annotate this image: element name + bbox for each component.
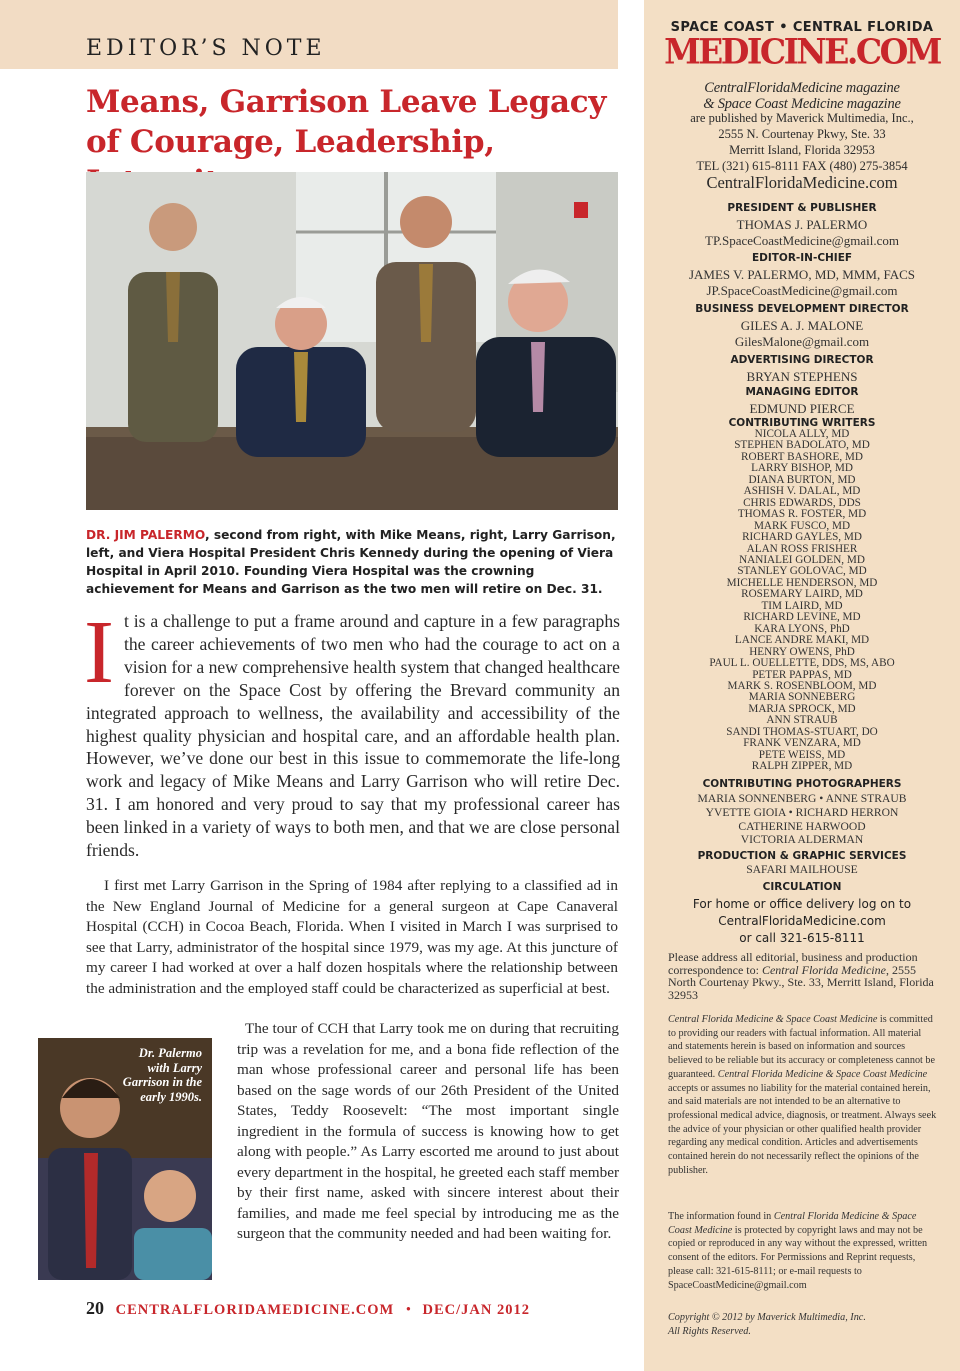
publisher-role: PRESIDENT & PUBLISHER xyxy=(727,202,877,214)
photographer-line: VICTORIA ALDERMAN xyxy=(740,833,864,847)
address-line-3: Merritt Island, Florida 32953 xyxy=(729,143,875,157)
group-portrait-illustration xyxy=(86,172,618,510)
writer-name: KARA LYONS, PhD xyxy=(754,622,850,635)
writer-name: PAUL L. OUELLETTE, DDS, MS, ABO xyxy=(709,657,895,670)
drop-cap: I xyxy=(84,603,114,702)
page-footer xyxy=(86,1298,530,1319)
writer-name: ROBERT BASHORE, MD xyxy=(741,450,863,463)
publication-line-1: CentralFloridaMedicine magazine xyxy=(704,80,900,96)
copyright-b: Central Florida Medicine & Space Coast Medicine xyxy=(668,1211,917,1236)
disclaimer-a: Central Florida Medicine & Space Coast Medicine xyxy=(668,1014,878,1025)
writer-name: RICHARD GAYLES, MD xyxy=(742,531,862,544)
writer-name: RALPH ZIPPER, MD xyxy=(751,760,853,773)
photographer-line: CATHERINE HARWOOD xyxy=(738,819,866,833)
bizdev-email[interactable]: GilesMalone@gmail.com xyxy=(734,334,870,349)
copyright-line-2: All Rights Reserved. xyxy=(668,1325,751,1337)
masthead-address xyxy=(644,110,960,174)
writers-list xyxy=(644,429,960,773)
disclaimer-c: Central Florida Medicine & Space Coast Medicine xyxy=(717,1068,928,1080)
bizdev-name: GILES A. J. MALONE xyxy=(740,318,864,333)
writer-name: NICOLA ALLY, MD xyxy=(754,428,850,440)
address-line-1: are published by Maverick Multimedia, Inc., xyxy=(690,111,914,125)
writer-name: THOMAS R. FOSTER, MD xyxy=(737,508,867,521)
publisher-email[interactable]: TP.SpaceCoastMedicine@gmail.com xyxy=(705,233,899,248)
photographers-list xyxy=(644,792,960,847)
writer-name: ROSEMARY LAIRD, MD xyxy=(741,588,863,601)
masthead-brand: MEDICINE.COM xyxy=(664,31,940,72)
photographer-line: MARIA SONNENBERG • ANNE STRAUB xyxy=(697,792,907,805)
copyright-c: is protected by copyright laws and may not be copied or reproduced in any way without the expressed, written consent of the editors. For Permissions and Reprint requests, please call: 321-615-8111; or e-mail requests to SpaceCoastMedicine@gmail.com xyxy=(668,1224,928,1291)
writer-name: ALAN ROSS FRISHER xyxy=(746,542,858,555)
ad-director-name: BRYAN STEPHENS xyxy=(746,369,858,384)
writer-name: HENRY OWENS, PhD xyxy=(749,645,855,658)
writer-name: MARK FUSCO, MD xyxy=(753,519,851,532)
production-name: SAFARI MAILHOUSE xyxy=(746,863,858,876)
editor-name: JAMES V. PALERMO, MD, MMM, FACS xyxy=(688,267,915,282)
managing-editor-name: EDMUND PIERCE xyxy=(749,401,855,416)
masthead-publications xyxy=(644,80,960,112)
writer-name: LANCE ANDRE MAKI, MD xyxy=(734,634,870,647)
page-number: 20 xyxy=(86,1298,104,1318)
footer-issue: DEC/JAN 2012 xyxy=(422,1302,530,1318)
writer-name: STEPHEN BADOLATO, MD xyxy=(734,439,870,452)
writer-name: FRANK VENZARA, MD xyxy=(743,737,861,750)
footer-site: CENTRALFLORIDAMEDICINE.COM xyxy=(115,1302,395,1318)
writer-name: SANDI THOMAS-STUART, DO xyxy=(726,725,878,738)
writer-name: LARRY BISHOP, MD xyxy=(751,462,853,475)
writer-name: MICHELLE HENDERSON, MD xyxy=(726,576,878,589)
writer-name: TIM LAIRD, MD xyxy=(761,599,843,612)
photo-caption xyxy=(86,526,616,598)
correspondence-note xyxy=(668,951,938,1001)
inset-caption: Dr. Palermo with Larry Garrison in the early 1990s. xyxy=(122,1046,202,1104)
writer-name: MARIA SONNEBERG xyxy=(748,691,856,704)
writer-name: STANLEY GOLOVAC, MD xyxy=(737,565,867,578)
circulation-url[interactable]: CentralFloridaMedicine.com xyxy=(718,914,886,928)
copyright-line xyxy=(668,1311,938,1338)
body-paragraph-1: I first met Larry Garrison in the Spring of 1984 after replying to a classified ad in the New England Journal of Medicine for a general surgeon at Cape Canaveral Hospital (CCH) in Cocoa Beach, Florida. When I visited in March I was surprised to see that Larry, administrator of the hospital since 1979, was my age. At this juncture of my career I had worked at over a half dozen hospitals where the relationship between the administration and the employed staff could be characterized as superficial at best. xyxy=(86,877,618,997)
writer-name: MARK S. ROSENBLOOM, MD xyxy=(727,679,877,692)
disclaimer xyxy=(668,1013,938,1177)
lead-text: t is a challenge to put a frame around and capture in a few paragraphs the career achievements of two men who had the courage to act on a vision for a new comprehensive health system that changed healthcare forever on the Space Cost by offering the Brevard community an integrated approach to wellness, the availability and accessibility of the highest quality physician and hospital care, and an affordable health plan. However, we’ve done our best in this issue to commemorate the life-long work and legacy of Mike Means and Larry Garrison who will retire Dec. 31. I am honored and very proud to say that my professional career has been linked in a variety of ways to both men, and that we are close personal friends. xyxy=(86,611,620,861)
editor-email[interactable]: JP.SpaceCoastMedicine@gmail.com xyxy=(706,283,898,298)
photographer-line: YVETTE GIOIA • RICHARD HERRON xyxy=(705,805,899,819)
masthead-url[interactable]: CentralFloridaMedicine.com xyxy=(706,173,898,192)
writer-name: ASHISH V. DALAL, MD xyxy=(743,485,861,498)
writer-name: PETE WEISS, MD xyxy=(758,748,846,761)
production-role: PRODUCTION & GRAPHIC SERVICES xyxy=(697,850,907,862)
masthead-top-line: SPACE COAST • CENTRAL FLORIDA xyxy=(670,20,934,35)
writer-name: MARJA SPROCK, MD xyxy=(748,702,856,715)
correspondence-b: Central Florida Medicine xyxy=(761,962,886,977)
copyright-notice xyxy=(668,1210,938,1292)
copyright-a: The information found in xyxy=(668,1211,774,1222)
main-photo xyxy=(86,172,618,510)
correspondence-a: Please address all editorial, business and production correspondence to: xyxy=(668,950,918,977)
ad-director-role: ADVERTISING DIRECTOR xyxy=(730,354,874,366)
address-line-2: 2555 N. Courtenay Pkwy, Ste. 33 xyxy=(718,127,886,141)
masthead xyxy=(644,0,960,1371)
headline: Means, Garrison Leave Legacy of Courage, Leadership, xyxy=(86,84,607,160)
footer-bullet: • xyxy=(405,1302,411,1318)
publisher-name: THOMAS J. PALERMO xyxy=(736,217,868,232)
writers-role: CONTRIBUTING WRITERS xyxy=(728,417,876,429)
writer-name: PETER PAPPAS, MD xyxy=(752,668,852,681)
writer-name: DIANA BURTON, MD xyxy=(748,473,856,486)
writer-name: ANN STRAUB xyxy=(766,714,838,727)
disclaimer-b: is committed to providing our readers with factual information. All material and statements herein is based on information and sources believed to be reliable but its accuracy or completeness cannot be guaranteed. xyxy=(668,1014,936,1080)
caption-name: DR. JIM PALERMO xyxy=(86,528,205,542)
writer-name: RICHARD LEVINE, MD xyxy=(743,611,861,624)
writer-name: CHRIS EDWARDS, DDS xyxy=(743,496,861,509)
circulation-role: CIRCULATION xyxy=(762,881,842,893)
caption-text: , second from right, with Mike Means, right, Larry Garrison, left, and Viera Hospital President Chris Kennedy during the opening of Viera Hospital in April 2010. Founding Viera Hospital was the crowning achievement for Means and Garrison as the two men will retire on Dec. 31. xyxy=(86,528,616,596)
inset-photo xyxy=(38,1038,212,1280)
publication-line-2: & Space Coast Medicine magazine xyxy=(703,96,901,112)
circulation-info xyxy=(644,896,960,947)
body-paragraph-2: The tour of CCH that Larry took me on during that recruiting trip was a revelation for me, and a bona fide reflection of the man whose professional career and personal life has been based on the sage words of our 26th President of the United States, Teddy Roosevelt: “The most important single ingredient in the formula of success is knowing how to get along with people.” As Larry escorted me around to just about every department in the hospital, he greeted each staff member by their first name, asked with sincere interest about their families, and made me feel special by introducing me as the surgeon that the community needed and had been waiting for. xyxy=(237,1020,619,1242)
copyright-line-1: Copyright © 2012 by Maverick Multimedia, Inc. xyxy=(668,1312,866,1323)
circulation-phone: or call 321-615-8111 xyxy=(739,931,865,945)
correspondence-c: , 2555 North Courtenay Pkwy., Ste. 33, Merritt Island, Florida 32953 xyxy=(668,962,934,1002)
circulation-line-1: For home or office delivery log on to xyxy=(692,897,912,911)
lead-paragraph xyxy=(84,603,620,862)
photographers-role: CONTRIBUTING PHOTOGRAPHERS xyxy=(702,778,902,790)
bizdev-role: BUSINESS DEVELOPMENT DIRECTOR xyxy=(695,303,909,315)
writer-name: NANIALEI GOLDEN, MD xyxy=(739,553,865,566)
address-line-4: TEL (321) 615-8111 FAX (480) 275-3854 xyxy=(696,159,908,173)
disclaimer-d: accepts or assumes no liability for the material contained herein, and said materials are not intended to be an alternative to professional medical advice, diagnosis, or treatment. Always seek the advice of your physician or other qualified health provider regarding any medical condition. Articles and advertisements contained herein do not necessarily reflect the opinions of the publisher. xyxy=(668,1082,937,1176)
section-label: EDITOR’S NOTE xyxy=(86,36,326,61)
editor-role: EDITOR-IN-CHIEF xyxy=(751,252,853,264)
managing-editor-role: MANAGING EDITOR xyxy=(745,386,859,398)
